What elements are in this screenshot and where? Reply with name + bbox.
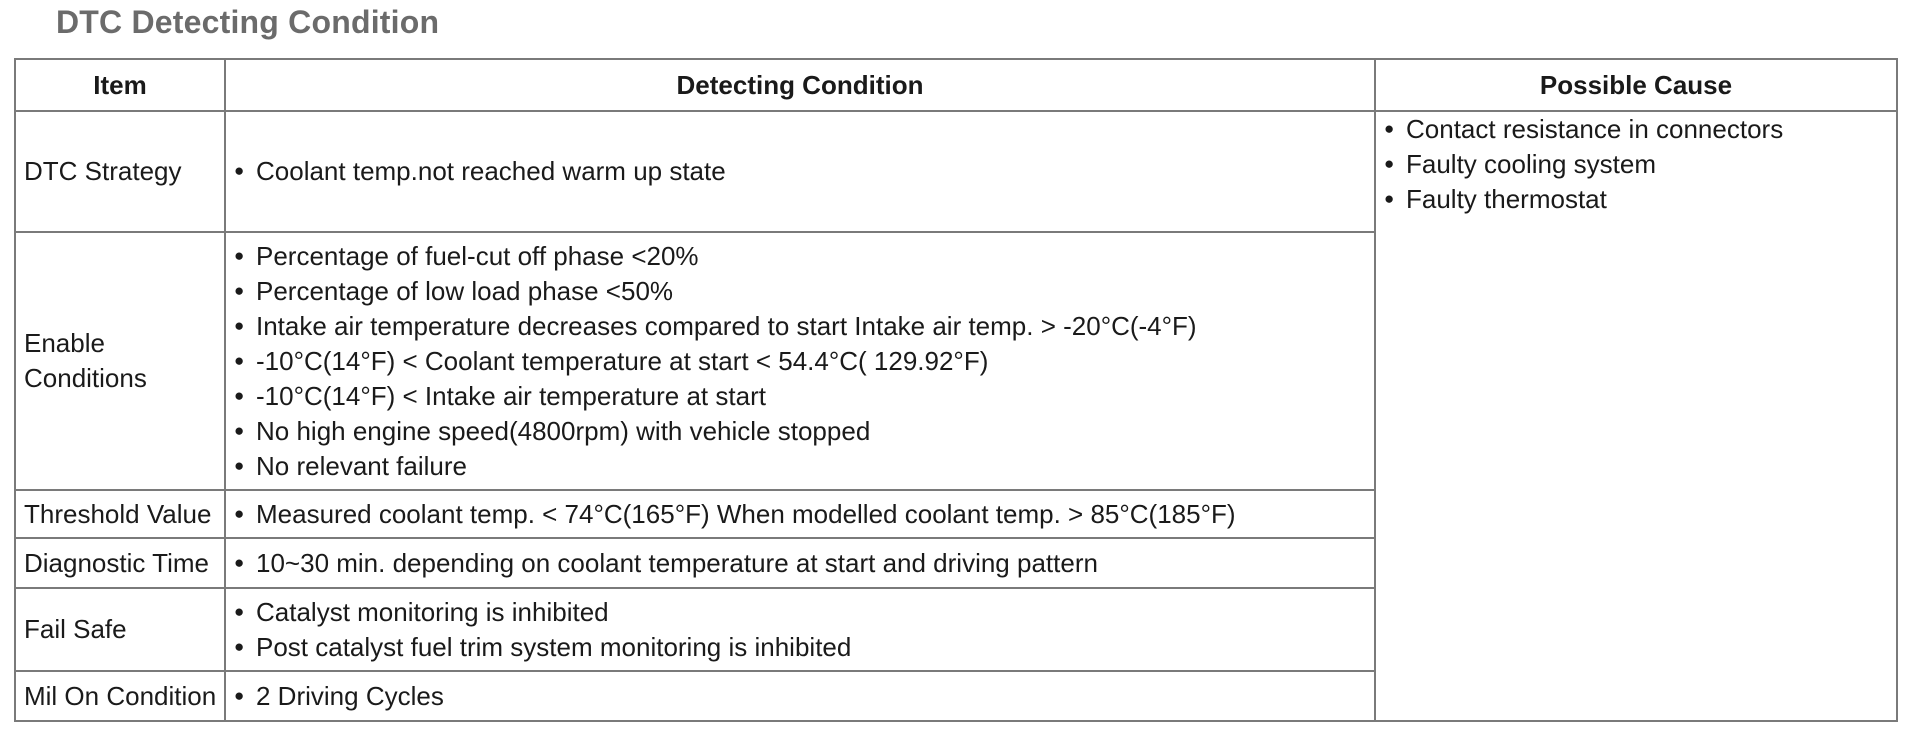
condition-item: ● -10°C(14°F) < Intake air temperature at start — [234, 379, 1374, 414]
condition-item: ● Coolant temp.not reached warm up state — [234, 154, 1374, 189]
condition-item: ● No relevant failure — [234, 449, 1374, 484]
condition-list — [234, 239, 1374, 484]
header-possible-cause: Possible Cause — [1375, 59, 1897, 111]
condition-item: ● Intake air temperature decreases compared to start Intake air temp. > -20°C(-4°F) — [234, 309, 1374, 344]
condition-list — [234, 546, 1374, 581]
item-cell: Diagnostic Time — [15, 538, 225, 588]
item-cell: Mil On Condition — [15, 671, 225, 721]
table-header-row — [15, 59, 1897, 111]
cause-item: ● Faulty thermostat — [1384, 182, 1896, 217]
item-cell: DTC Strategy — [15, 111, 225, 232]
condition-item: ● No high engine speed(4800rpm) with vehicle stopped — [234, 414, 1374, 449]
possible-cause-cell — [1375, 111, 1897, 721]
condition-item: ● Measured coolant temp. < 74°C(165°F) When modelled coolant temp. > 85°C(185°F) — [234, 497, 1374, 532]
condition-item: ● 10~30 min. depending on coolant temperature at start and driving pattern — [234, 546, 1374, 581]
condition-cell — [225, 111, 1375, 232]
condition-item: ● -10°C(14°F) < Coolant temperature at start < 54.4°C( 129.92°F) — [234, 344, 1374, 379]
condition-list — [234, 595, 1374, 665]
condition-item: ● Percentage of fuel-cut off phase <20% — [234, 239, 1374, 274]
dtc-table — [14, 58, 1898, 722]
item-cell: Threshold Value — [15, 490, 225, 538]
item-cell: Enable Conditions — [15, 232, 225, 490]
condition-item: ● 2 Driving Cycles — [234, 679, 1374, 714]
condition-cell — [225, 588, 1375, 671]
condition-cell — [225, 232, 1375, 490]
header-item: Item — [15, 59, 225, 111]
table-row — [15, 111, 1897, 232]
condition-item: ● Post catalyst fuel trim system monitoring is inhibited — [234, 630, 1374, 665]
cause-item: ● Faulty cooling system — [1384, 147, 1896, 182]
cause-item: ● Contact resistance in connectors — [1384, 112, 1896, 147]
header-detecting-condition: Detecting Condition — [225, 59, 1375, 111]
item-cell: Fail Safe — [15, 588, 225, 671]
condition-cell — [225, 490, 1375, 538]
condition-list — [234, 497, 1374, 532]
condition-cell — [225, 538, 1375, 588]
condition-list — [234, 679, 1374, 714]
possible-cause-list — [1384, 112, 1896, 217]
condition-item: ● Catalyst monitoring is inhibited — [234, 595, 1374, 630]
condition-cell — [225, 671, 1375, 721]
condition-list — [234, 154, 1374, 189]
page-title: DTC Detecting Condition — [56, 4, 440, 40]
condition-item: ● Percentage of low load phase <50% — [234, 274, 1374, 309]
